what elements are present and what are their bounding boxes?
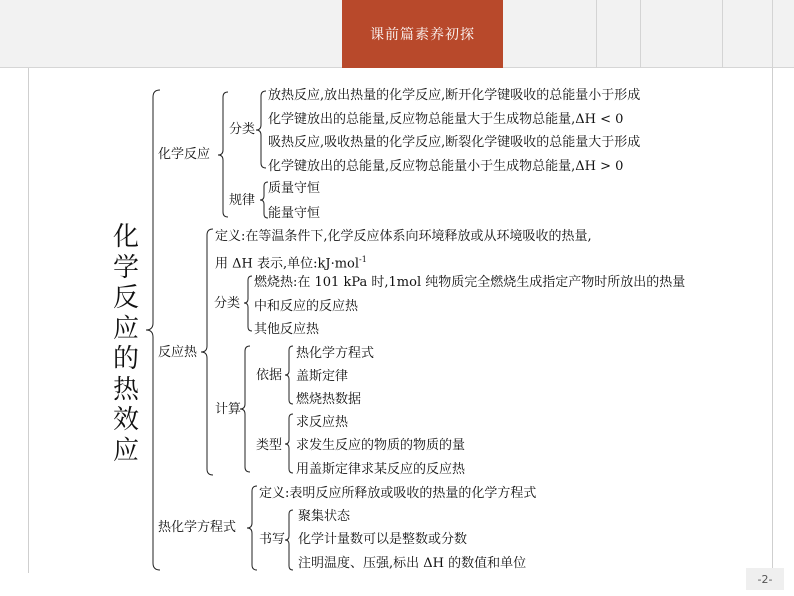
- title-char: 应: [112, 435, 139, 466]
- top-bar-divider: [640, 0, 641, 68]
- text-line: 盖斯定律: [296, 369, 349, 384]
- text-line: 求发生反应的物质的物质的量: [296, 438, 466, 453]
- brace-write: [285, 510, 293, 570]
- title-char: 反: [112, 283, 139, 313]
- brace-reaction-classify: [256, 91, 266, 168]
- text-line: 吸热反应,吸收热量的化学反应,断裂化学键吸收的总能量大于形成: [268, 135, 641, 150]
- text-line: 用盖斯定律求某反应的反应热: [296, 462, 466, 477]
- title-char: 化: [112, 222, 139, 252]
- heat-unit-text: 用 ΔH 表示,单位:kJ·mol: [215, 256, 360, 272]
- brace-calc: [240, 346, 250, 472]
- text-line: 定义:在等温条件下,化学反应体系向环境释放或从环境吸收的热量,: [215, 229, 592, 244]
- node-law: 规律: [229, 193, 256, 208]
- title-char: 应: [112, 313, 139, 344]
- title-char: 的: [112, 344, 139, 374]
- brace-reaction: [218, 92, 228, 217]
- top-bar-divider: [722, 0, 723, 68]
- brace-types: [285, 414, 293, 473]
- text-line: 化学计量数可以是整数或分数: [298, 532, 468, 547]
- brace-basis: [285, 346, 293, 404]
- frame-line-left: [28, 68, 29, 573]
- node-heat-classify: 分类: [214, 296, 241, 311]
- text-line: 燃烧热:在 101 kPa 时,1mol 纯物质完全燃烧生成指定产物时所放出的热量: [254, 275, 686, 290]
- page-number: -2-: [746, 568, 784, 590]
- brace-heat: [201, 229, 213, 475]
- text-line: 放热反应,放出热量的化学反应,断开化学键吸收的总能量小于形成: [268, 88, 641, 103]
- title-char: 学: [112, 252, 139, 283]
- text-line: 中和反应的反应热: [254, 299, 359, 314]
- brace-equation: [247, 486, 257, 570]
- node-reaction-heat: 反应热: [158, 345, 198, 360]
- text-line: 定义:表明反应所释放或吸收的热量的化学方程式: [259, 486, 537, 501]
- title-char: 效: [112, 405, 139, 435]
- node-basis: 依据: [256, 368, 283, 383]
- text-line: 注明温度、压强,标出 ΔH 的数值和单位: [298, 556, 527, 571]
- text-line: 求反应热: [296, 415, 349, 430]
- text-line: 聚集状态: [298, 509, 351, 524]
- node-types: 类型: [256, 438, 283, 453]
- node-chemical-reaction: 化学反应: [158, 147, 211, 162]
- text-line: 热化学方程式: [296, 346, 375, 361]
- node-write: 书写: [259, 532, 286, 547]
- top-bar-divider: [772, 0, 773, 68]
- brace-heat-classify: [244, 276, 252, 331]
- text-line: 能量守恒: [268, 206, 321, 221]
- text-line: 化学键放出的总能量,反应物总能量大于生成物总能量,ΔH < 0: [268, 112, 624, 127]
- text-line: 化学键放出的总能量,反应物总能量小于生成物总能量,ΔH > 0: [268, 159, 624, 174]
- text-line: [215, 251, 367, 273]
- node-thermochemical-equation: 热化学方程式: [158, 520, 237, 535]
- top-bar-divider: [596, 0, 597, 68]
- text-line: 燃烧热数据: [296, 392, 362, 407]
- node-classify: 分类: [229, 122, 256, 137]
- brace-law: [260, 182, 268, 218]
- text-line: 其他反应热: [254, 322, 320, 337]
- title-char: 热: [112, 374, 139, 405]
- frame-line-right: [772, 68, 773, 573]
- heat-unit-exponent: -1: [359, 255, 367, 264]
- text-line: 质量守恒: [268, 181, 321, 196]
- section-tab[interactable]: 课前篇素养初探: [342, 0, 503, 68]
- vertical-title: [111, 222, 141, 466]
- node-calc: 计算: [215, 402, 242, 417]
